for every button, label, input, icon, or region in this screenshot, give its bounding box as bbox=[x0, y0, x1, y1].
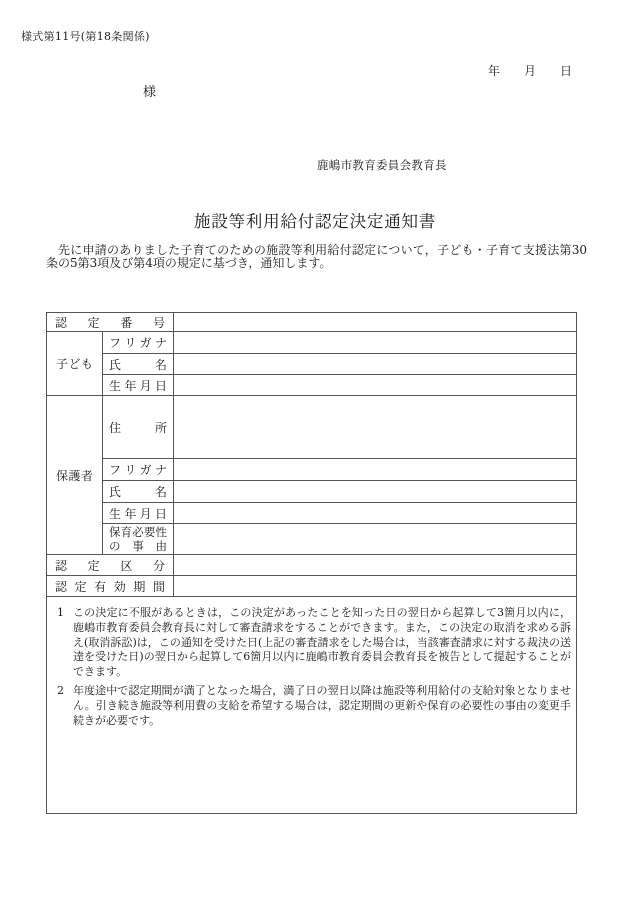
care-necessity-reason-label-line1: 保 育 必 要 性 bbox=[109, 524, 167, 539]
certification-form-table bbox=[46, 312, 577, 814]
child-name-label: 氏 名 bbox=[109, 357, 167, 372]
body-paragraph: 先に申請のありました子育てのための施設等利用給付認定について，子ども・子育て支援法第30条の5第3項及び第4項の規定に基づき，通知します。 bbox=[46, 243, 587, 271]
certification-valid-period-label: 認 定 有 効 期 間 bbox=[55, 579, 165, 594]
child-group-label: 子 ど も bbox=[56, 357, 93, 371]
child-name-value[interactable] bbox=[174, 354, 577, 375]
note-number: 1 bbox=[57, 606, 64, 619]
notes-section bbox=[47, 597, 577, 814]
care-necessity-reason-value[interactable] bbox=[174, 524, 577, 555]
guardian-name-value[interactable] bbox=[174, 481, 577, 503]
child-birthdate-value[interactable] bbox=[174, 375, 577, 396]
note-text: この決定に不服があるときは，この決定があったことを知った日の翌日から起算して3箇月以内に，鹿嶋市教育委員会教育長に対して審査請求をすることができます。また，この決定の取消を求める訴え(取消訴訟)は，この通知を受けた日(上記の審査請求をした場合は，当該審査請求に対する裁決の送達を受けた日)の翌日から起算して6箇月以内に鹿嶋市教育委員会教育長を被告として提起することができます。 bbox=[73, 606, 571, 679]
certification-valid-period-value[interactable] bbox=[174, 576, 577, 597]
guardian-furigana-label: フ リ ガ ナ bbox=[109, 463, 167, 477]
form-number-label: 様式第11号(第18条関係) bbox=[21, 30, 150, 43]
addressee-suffix: 様 bbox=[143, 85, 157, 100]
guardian-name-label: 氏 名 bbox=[109, 485, 167, 499]
guardian-address-label: 住 所 bbox=[109, 420, 167, 435]
care-necessity-reason-label-line2: の 事 由 bbox=[109, 539, 167, 553]
guardian-address-value[interactable] bbox=[174, 396, 577, 459]
certification-category-label: 認 定 区 分 bbox=[55, 558, 165, 573]
certification-category-value[interactable] bbox=[174, 555, 577, 576]
note-item bbox=[57, 684, 571, 728]
issue-date-line: 年 月 日 bbox=[487, 64, 572, 78]
child-furigana-value[interactable] bbox=[174, 332, 577, 354]
guardian-birthdate-label: 生 年 月 日 bbox=[109, 506, 167, 521]
certification-number-value[interactable] bbox=[174, 313, 577, 332]
child-furigana-label: フ リ ガ ナ bbox=[109, 336, 167, 350]
guardian-furigana-value[interactable] bbox=[174, 459, 577, 481]
note-item bbox=[57, 606, 571, 680]
note-number: 2 bbox=[57, 683, 64, 697]
guardian-birthdate-value[interactable] bbox=[174, 503, 577, 524]
certification-number-label: 認 定 番 号 bbox=[55, 315, 165, 330]
guardian-group-label: 保 護 者 bbox=[56, 468, 93, 483]
note-text: 年度途中で認定期間が満了となった場合，満了日の翌日以降は施設等利用給付の支給対象となりません。引き続き施設等利用費の支給を希望する場合は，認定期間の更新や保育の必要性の事由の変更手続きが必要です。 bbox=[73, 683, 571, 727]
sender-name: 鹿嶋市教育委員会教育長 bbox=[317, 158, 447, 172]
child-birthdate-label: 生 年 月 日 bbox=[109, 378, 167, 393]
document-title: 施設等利用給付認定決定通知書 bbox=[193, 212, 437, 231]
